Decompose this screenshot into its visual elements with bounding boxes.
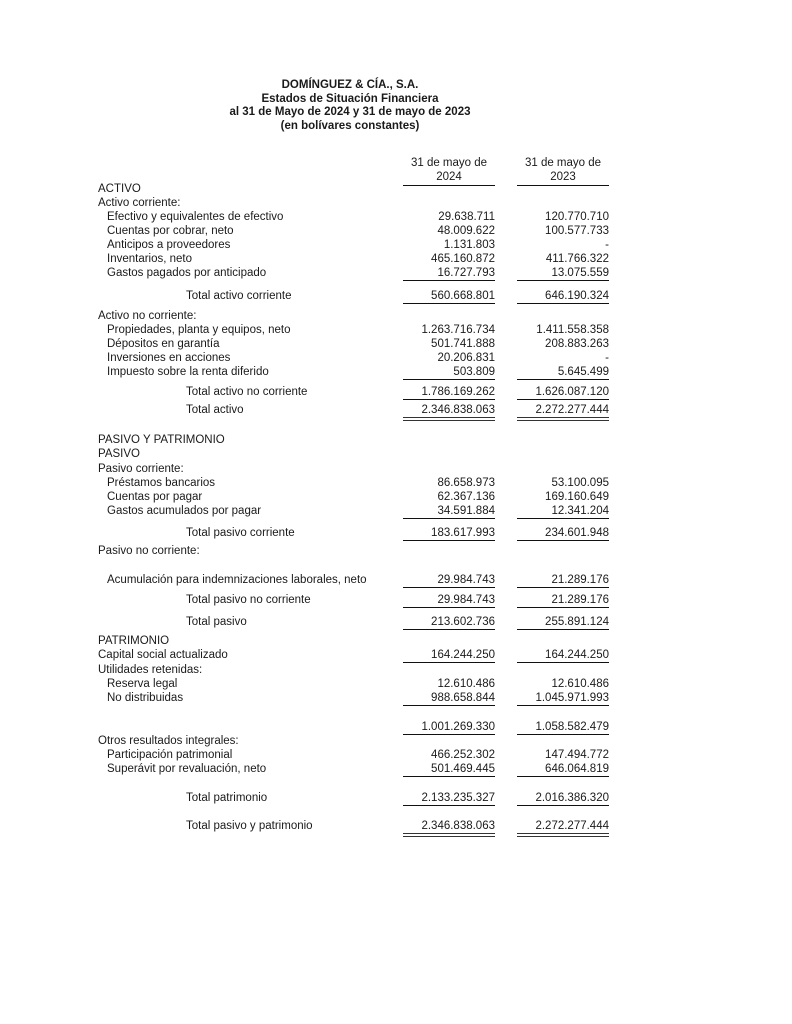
- row-label: Total pasivo: [186, 616, 247, 628]
- value-2024: 12.610.486: [437, 678, 495, 690]
- row-label: Total activo corriente: [186, 290, 292, 302]
- company-name: DOMÍNGUEZ & CÍA., S.A.: [281, 79, 419, 91]
- row-label: Reserva legal: [107, 678, 178, 690]
- value-2023: 169.160.649: [545, 491, 609, 503]
- table-row: [98, 365, 618, 379]
- table-row: [98, 677, 618, 691]
- table-row: [98, 337, 618, 351]
- value-2023: 120.770.710: [545, 211, 609, 223]
- total-row: [98, 385, 618, 399]
- row-label: Inversiones en acciones: [107, 352, 231, 364]
- value-2023: 21.289.176: [517, 573, 609, 588]
- table-row: [98, 648, 618, 662]
- row-label: Anticipos a proveedores: [107, 239, 231, 251]
- subsection-heading: [98, 196, 618, 210]
- subsection-heading: [98, 309, 618, 323]
- subsection-heading: [98, 734, 618, 748]
- total-row: [98, 289, 618, 303]
- row-label: PATRIMONIO: [98, 635, 170, 647]
- row-label: Dépositos en garantía: [107, 338, 220, 350]
- row-label: Total activo: [186, 404, 244, 416]
- value-2024: 2.346.838.063: [403, 819, 495, 837]
- table-row: [98, 238, 618, 252]
- column-header-year: 2024: [436, 171, 462, 183]
- value-2024: 29.638.711: [438, 211, 495, 223]
- table-row: [98, 748, 618, 762]
- currency-note: (en bolívares constantes): [280, 119, 420, 132]
- value-2024: 29.984.743: [403, 573, 495, 588]
- row-label: Superávit por revaluación, neto: [107, 763, 267, 775]
- table-row: [98, 490, 618, 504]
- table-row: [98, 573, 618, 587]
- value-2023: 1.626.087.120: [517, 385, 609, 400]
- row-label: Total pasivo no corriente: [186, 594, 311, 606]
- value-2024: 164.244.250: [403, 648, 495, 663]
- column-header-line: 31 de mayo de: [410, 157, 488, 169]
- table-row: [98, 210, 618, 224]
- value-2023: 12.610.486: [551, 678, 609, 690]
- row-label: Inventarios, neto: [107, 253, 193, 265]
- row-label: Cuentas por cobrar, neto: [107, 225, 234, 237]
- value-2024: 1.263.716.734: [421, 324, 495, 336]
- value-2023: 1.045.971.993: [517, 691, 609, 706]
- row-label: Impuesto sobre la renta diferido: [107, 366, 269, 378]
- value-2023: -: [605, 239, 609, 251]
- value-2024: 1.786.169.262: [403, 385, 495, 400]
- table-row: [98, 224, 618, 238]
- table-row: [98, 762, 618, 776]
- value-2023: 234.601.948: [517, 526, 609, 541]
- value-2023: 646.190.324: [517, 289, 609, 304]
- value-2023: 5.645.499: [517, 365, 609, 380]
- value-2024: 34.591.884: [403, 504, 495, 519]
- total-row: [98, 526, 618, 540]
- value-2023: 53.100.095: [551, 477, 609, 489]
- table-row: [98, 691, 618, 705]
- row-label: Acumulación para indemnizaciones laborales, neto: [107, 574, 367, 586]
- subsection-heading: [98, 544, 618, 558]
- grand-total-row: [98, 403, 618, 417]
- value-2023: 2.272.277.444: [517, 403, 609, 421]
- statement-title: Estados de Situación Financiera: [261, 92, 439, 105]
- section-heading: [98, 634, 618, 648]
- value-2023: 411.766.322: [545, 253, 609, 265]
- row-label: Cuentas por pagar: [107, 491, 203, 503]
- value-2023: 100.577.733: [545, 225, 609, 237]
- row-label: PASIVO Y PATRIMONIO: [98, 434, 225, 446]
- table-row: [98, 504, 618, 518]
- table-row: [98, 351, 618, 365]
- table-row: [98, 252, 618, 266]
- row-label: No distribuidas: [107, 692, 184, 704]
- row-label: Efectivo y equivalentes de efectivo: [107, 211, 284, 223]
- value-2024: 465.160.872: [431, 253, 495, 265]
- subsection-heading: [98, 462, 618, 476]
- value-2024: 86.658.973: [437, 477, 495, 489]
- row-label: Pasivo no corriente:: [98, 545, 200, 557]
- value-2024: 48.009.622: [437, 225, 495, 237]
- row-label: Activo corriente:: [98, 197, 181, 209]
- section-heading: [98, 182, 618, 196]
- value-2024: 183.617.993: [403, 526, 495, 541]
- value-2024: 501.469.445: [403, 762, 495, 777]
- value-2023: 1.058.582.479: [517, 720, 609, 735]
- row-label: Total patrimonio: [186, 792, 268, 804]
- value-2024: 213.602.736: [403, 615, 495, 630]
- subtotal-row: [98, 720, 618, 734]
- value-2024: 2.346.838.063: [403, 403, 495, 421]
- table-row: [98, 476, 618, 490]
- statement-period: al 31 de Mayo de 2024 y 31 de mayo de 2023: [229, 106, 471, 118]
- row-label: Pasivo corriente:: [98, 463, 184, 475]
- value-2023: 646.064.819: [517, 762, 609, 777]
- value-2024: 988.658.844: [403, 691, 495, 706]
- value-2024: 1.001.269.330: [403, 720, 495, 735]
- statement-header: [0, 79, 700, 133]
- column-header-line: 31 de mayo de: [524, 157, 602, 169]
- value-2024: 560.668.801: [403, 289, 495, 304]
- section-heading: [98, 447, 618, 461]
- row-label: Gastos acumulados por pagar: [107, 505, 262, 517]
- value-2024: 2.133.235.327: [403, 791, 495, 806]
- row-label: Participación patrimonial: [107, 749, 233, 761]
- table-row: [98, 266, 618, 280]
- total-row: [98, 593, 618, 607]
- row-label: Otros resultados integrales:: [98, 735, 239, 747]
- subsection-heading: [98, 663, 618, 677]
- value-2023: 255.891.124: [517, 615, 609, 630]
- value-2023: 208.883.263: [545, 338, 609, 350]
- row-label: Total activo no corriente: [186, 386, 308, 398]
- column-header-year: 2023: [550, 171, 576, 183]
- row-label: Activo no corriente:: [98, 310, 197, 322]
- value-2023: 2.272.277.444: [517, 819, 609, 837]
- total-row: [98, 615, 618, 629]
- value-2024: 503.809: [403, 365, 495, 380]
- total-row: [98, 791, 618, 805]
- value-2023: 12.341.204: [517, 504, 609, 519]
- value-2024: 62.367.136: [437, 491, 495, 503]
- grand-total-row: [98, 819, 618, 833]
- value-2024: 1.131.803: [443, 239, 495, 251]
- row-label: Préstamos bancarios: [107, 477, 216, 489]
- value-2023: 164.244.250: [517, 648, 609, 663]
- value-2023: 147.494.772: [545, 749, 609, 761]
- row-label: Total pasivo y patrimonio: [186, 820, 313, 832]
- row-label: Gastos pagados por anticipado: [107, 267, 267, 279]
- section-heading: [98, 433, 618, 447]
- value-2024: 466.252.302: [431, 749, 495, 761]
- value-2023: 21.289.176: [517, 593, 609, 608]
- row-label: Capital social actualizado: [98, 649, 228, 661]
- value-2024: 501.741.888: [431, 338, 495, 350]
- row-label: PASIVO: [98, 448, 140, 460]
- row-label: Propiedades, planta y equipos, neto: [107, 324, 291, 336]
- value-2024: 20.206.831: [437, 352, 495, 364]
- row-label: Utilidades retenidas:: [98, 664, 203, 676]
- value-2023: 2.016.386.320: [517, 791, 609, 806]
- table-row: [98, 323, 618, 337]
- row-label: ACTIVO: [98, 183, 141, 195]
- value-2024: 29.984.743: [403, 593, 495, 608]
- value-2023: 1.411.558.358: [536, 324, 609, 336]
- value-2024: 16.727.793: [403, 266, 495, 281]
- row-label: Total pasivo corriente: [186, 527, 295, 539]
- value-2023: 13.075.559: [517, 266, 609, 281]
- value-2023: -: [605, 352, 609, 364]
